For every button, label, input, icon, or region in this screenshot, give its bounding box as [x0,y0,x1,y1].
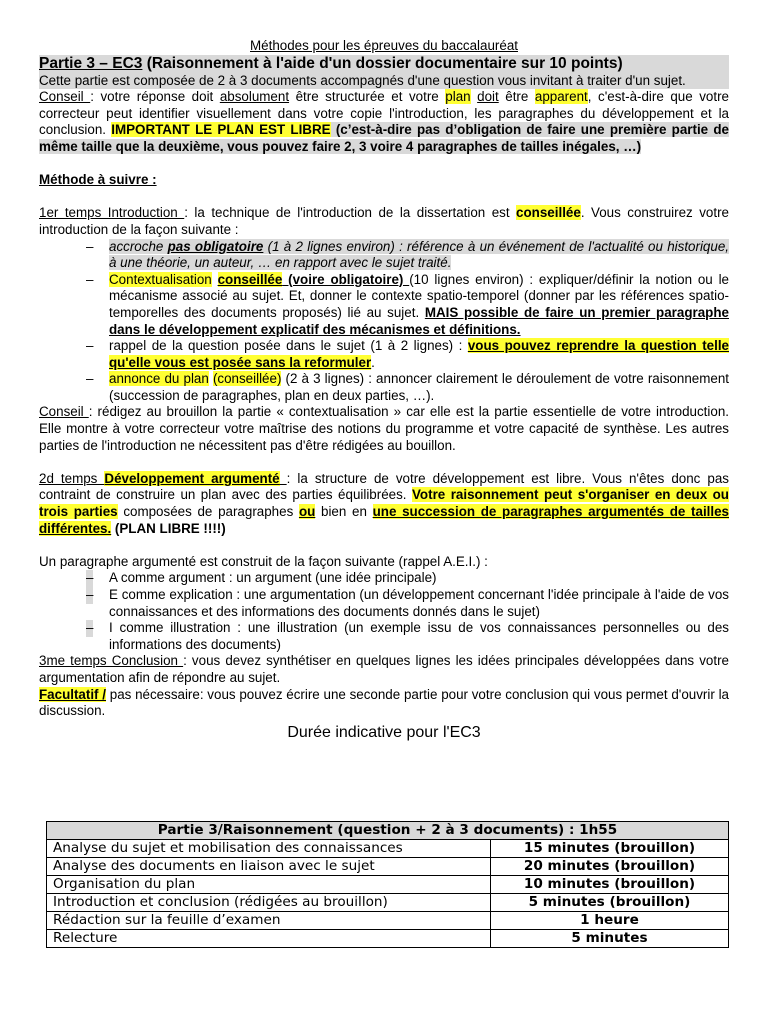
list-item [39,338,729,371]
highlight-developpement: Développement argumenté [104,470,280,486]
text-run: : la structure de votre développement est libre. Vous n'êtes donc pas contraint de construire un plan avec des parties équilibrées. [39,470,729,503]
spacer [39,537,729,554]
aei-argument: A comme argument : un argument (une idée principale) [109,570,437,586]
spacer [39,156,729,173]
highlight-deux-trois-parties: Votre raisonnement peut s'organiser en deux ou trois parties [39,487,729,520]
time-cell: 10 minutes (brouillon) [491,876,729,894]
section-title-rest: (Raisonnement à l'aide d'un dossier documentaire sur 10 points) [142,54,623,72]
list-item [39,272,729,338]
section-title-part: Partie 3 – EC3 [39,54,143,72]
highlight-conseillee: conseillée [516,205,581,221]
task-cell: Analyse des documents en liaison avec le sujet [47,858,491,876]
highlight-ou: ou [298,504,316,520]
time-cell: 20 minutes (brouillon) [491,858,729,876]
text-run: (2 à 3 lignes) : annoncer clairement le déroulement de votre raisonnement (succession de paragraphes, plan en deux parties, …). [109,371,729,403]
table-row [47,840,729,858]
text-run: : vous devez synthétiser en quelques lignes les idées principales développées dans votre argumentation afin de répondre au sujet. [39,653,730,685]
table-row [47,876,729,894]
emphasis-mais: MAIS possible de faire un premier paragraphe dans le développement explicatif des mécanismes et définitions. [109,304,729,337]
text-run: : rédigez au brouillon la partie « contextualisation » car elle est la partie essentielle de votre introduction. Elle montre à votre correcteur votre maîtrise des notions du programme et votre capacité de synthèse. Les autres parties de l'introduction ne nécessitent pas d'être rédigées au bouillon. [39,404,729,453]
text-run: . Vous construirez votre introduction de la façon suivante : [39,205,729,237]
text-run: accroche [109,238,168,254]
list-item [39,620,729,653]
aei-explication: E comme explication : une argumentation (un développement concernant l'idée principale à l'aide de vos connaissances et des informations des documents donnés dans le sujet) [109,587,729,619]
highlight-reprendre-question: vous pouvez reprendre la question telle qu'elle vous est posée sans la reformuler [109,338,729,370]
time-cell: 1 heure [491,912,729,930]
dash-bullet-icon: – [86,587,94,602]
accroche-item [109,239,729,271]
highlight-facultatif: Facultatif / [39,686,106,702]
table-header: Partie 3/Raisonnement (question + 2 à 3 documents) : 1h55 [47,822,729,840]
text-run: (1 à 2 lignes environ) : référence à un événement de l'actualité ou historique, à une théorie, un auteur, … en rapport avec le sujet traité. [109,238,729,271]
conseil-paragraph-2 [39,404,729,454]
emphasis-doit: doit [477,89,499,105]
document-page [39,38,729,742]
highlight-apparent: apparent [534,89,588,105]
aei-list [39,570,729,653]
text-run: , c'est-à-dire que votre correcteur peut identifier visuellement dans votre copie l'introduction, les paragraphes du développement et la conclusion. [39,89,729,138]
text-run: être [498,89,535,105]
intro-paragraph: Cette partie est composée de 2 à 3 documents accompagnés d'une question vous invitant à traiter d'un sujet. [39,73,729,90]
task-cell: Relecture [47,930,491,948]
intro-steps-list [39,239,729,405]
methode-heading [39,172,729,189]
emphasis-pas-obligatoire: pas obligatoire [167,238,264,254]
dash-bullet-icon: – [86,238,94,254]
step3-paragraph [39,653,729,686]
dash-bullet-icon: – [86,271,94,287]
aei-illustration: I comme illustration : une illustration (un exemple issu de vos connaissances personnelles ou des informations des documents) [109,620,729,652]
dash-bullet-icon: – [86,371,94,387]
time-cell: 5 minutes [491,930,729,948]
task-cell: Organisation du plan [47,876,491,894]
highlight-contextualisation: Contextualisation [109,271,212,287]
table-row [47,930,729,948]
text-run: pas nécessaire: vous pouvez écrire une seconde partie pour votre conclusion qui vous permet d'ouvrir la discussion. [39,686,729,719]
facultatif-paragraph [39,687,729,720]
duration-table [46,821,729,948]
methode-heading-text: Méthode à suivre : [39,172,157,188]
duration-title: Durée indicative pour l'EC3 [287,723,481,741]
text-run: rappel de la question posée dans le sujet (1 à 2 lignes) : [109,338,468,354]
list-item [39,239,729,272]
conseil-label: Conseil [39,404,89,420]
section-title [39,55,729,73]
task-cell: Analyse du sujet et mobilisation des connaissances [47,840,491,858]
text-run: (10 lignes environ) : expliquer/définir la notion ou le mécanisme associé au sujet. Et, donner le contexte spatio-temporel (donner par les références spatio-temporelles des documents proposés) lié au sujet. [109,271,729,320]
plan-libre-note: (c’est-à-dire pas d’obligation de faire une première partie de même taille que la deuxième, vous pouvez faire 2, 3 voire 4 paragraphes de tailles inégales, …) [39,122,729,154]
table-row [47,858,729,876]
list-item [39,570,729,587]
plan-libre-text: (PLAN LIBRE !!!!) [111,520,226,536]
running-header [39,38,729,55]
highlight-important: IMPORTANT LE PLAN EST LIBRE [111,122,331,138]
table-header-row [47,822,729,840]
list-item [39,371,729,404]
text-run: être structurée et votre [289,89,446,105]
emphasis-absolument: absolument [219,89,290,105]
step1-paragraph [39,205,729,238]
table-row [47,894,729,912]
highlight-annonce-plan: annonce du plan [109,371,209,387]
highlight-conseillee-2: conseillée [217,271,283,287]
table-row [47,912,729,930]
paragraph-definition: Un paragraphe argumenté est construit de la façon suivante (rappel A.E.I.) : [39,553,488,569]
conseil-paragraph-1 [39,89,729,155]
text-run: . [371,354,375,370]
conseil-label: Conseil [39,89,91,105]
highlight-conseillee-3: (conseillée) [212,371,282,387]
dash-bullet-icon: – [86,570,94,586]
step2-paragraph [39,471,729,537]
text-run [280,471,287,486]
spacer [39,454,729,471]
emphasis-voire-obligatoire: (voire obligatoire) [282,271,410,287]
step2-label: 2d temps [39,470,105,486]
highlight-plan: plan [445,89,471,105]
text-run: : la technique de l'introduction de la dissertation est [184,205,517,221]
running-header-text: Méthodes pour les épreuves du baccalauréat [250,38,518,53]
dash-bullet-icon: – [86,338,94,354]
text-run: : votre réponse doit [90,89,220,105]
step3-label: 3me temps Conclusion [39,653,184,669]
spacer [39,189,729,206]
task-cell: Introduction et conclusion (rédigées au brouillon) [47,894,491,912]
list-item [39,587,729,620]
highlight-succession: une succession de paragraphes argumentés de tailles différentes. [39,504,729,536]
step1-label: 1er temps Introduction [39,205,185,221]
text-run: composées de paragraphes [117,504,299,520]
task-cell: Rédaction sur la feuille d’examen [47,912,491,930]
text-run: bien en [315,504,373,520]
time-cell: 15 minutes (brouillon) [491,840,729,858]
dash-bullet-icon: – [86,620,94,636]
time-cell: 5 minutes (brouillon) [491,894,729,912]
